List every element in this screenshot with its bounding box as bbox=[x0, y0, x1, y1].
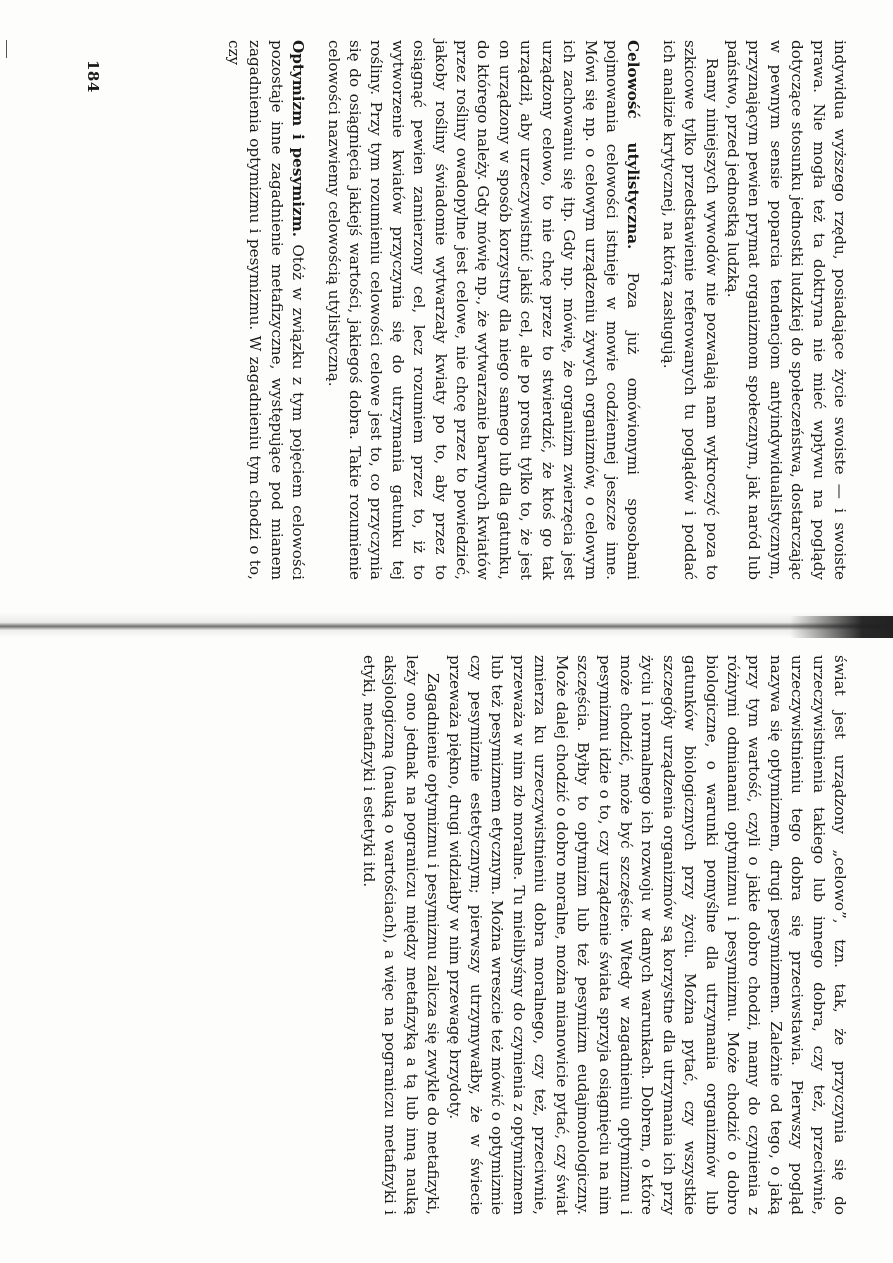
section-heading: Celowość utylistyczna. bbox=[624, 40, 643, 250]
paragraph: Zagadnienie optymizmu i pesymizmu zalicza się zwykle do metafizyki, leży ono jednak na pograniczu między metafizyką a tą lub inną nauką aksjologiczną (nauką o wartościach), a więc na pograniczu metafizyki i etyki, metafizyki i estetyki itd. bbox=[360, 655, 443, 1215]
section-optymizm-i-pesymizm: Optymizm i pesymizm. Otóż w związku z tym pojęciem celowości pozostaje inne zagadnienie metafizyczne, występujące pod mianem zagadnienia optymizmu i pesymizmu. W zagadnieniu tym chodzi o to, czy bbox=[225, 40, 308, 580]
paragraph: Ramy niniejszych wywodów nie pozwalają nam wykroczyć poza to szkicowe tylko przedstawienie referowanych tu poglądów i poddać ich analizie krytycznej, na którą zasługują. bbox=[659, 40, 721, 580]
page-185-text bbox=[358, 655, 850, 1215]
book-fold-shadow bbox=[790, 616, 893, 638]
page-number: 184 bbox=[84, 60, 102, 93]
section-celowosc-utylistyczna: Celowość utylistyczna. Poza już omówionymi sposobami pojmowania celowości istnieje w mowie codziennej jeszcze inne. Mówi się np. o celowym urządzeniu żywych organizmów, o celowym ich zachowaniu się itp. Gdy np. mówię, że organizm zwierzęcia jest urządzony celowo, to nie chcę przez to stwierdzić, że ktoś go tak urządził, aby urzeczywistnić jakiś cel, ale po prostu tylko to, że jest on urządzony w sposób korzystny dla niego samego lub dla gatunku, do którego należy. Gdy mówię np., że wytwarzanie barwnych kwiatów przez rośliny owadopylne jest celowe, nie chcę przez to powiedzieć, jakoby rośliny świadomie wytwarzały kwiaty po to, aby przez to osiągnąć pewien zamierzony cel, lecz rozumiem przez to, iż to wytworzenie kwiatów przyczynia się do utrzymania gatunku tej rośliny. Przy tym rozumieniu celowości celowe jest to, co przyczynia się do osiągnięcia jakiejś wartości, jakiegoś dobra. Takie rozumienie celowości nazwiemy celowością utylistyczną. bbox=[324, 40, 643, 580]
book-fold bbox=[0, 612, 893, 638]
page-184-text bbox=[223, 40, 850, 580]
paragraph: indywidua wyższego rzędu, posiadające życie swoiste — i swoiste prawa. Nie mogła też ta doktryna nie mieć wpływu na poglądy dotyczące stosunku jednostki ludzkiej do społeczeństwa, dostarczając w pewnym sensie poparcia tendencjom antyindywidualistycznym, przyznającym pewien prymat organizmom społecznym, jak naród lub państwo, przed jednostką ludzką. bbox=[723, 40, 849, 580]
paragraph: świat jest urządzony „celowo”, tzn. tak, że przyczynia się do urzeczywistnienia takiego lub innego dobra, czy też, przeciwnie, urzeczywistnieniu tego dobra się przeciwstawia. Pierwszy pogląd nazywa się optymizmem, drugi pesymizmem. Zależnie od tego, o jaką przy tym wartość, czyli o jakie dobro chodzi, mamy do czynienia z różnymi odmianami optymizmu i pesymizmu. Może chodzić o dobro biologiczne, o warunki pomyślne dla utrzymania organizmów lub gatunków biologicznych przy życiu. Można pytać, czy wszystkie szczegóły urządzenia organizmów są korzystne dla utrzymania ich przy życiu i normalnego ich rozwoju w danych warunkach. Dobrem, o które może chodzić, może być szczęście. Wtedy w zagadnieniu optymizmu i pesymizmu idzie o to, czy urządzenie świata sprzyja osiągnięciu na nim szczęścia. Byłby to optymizm lub też pesymizm eudajmonologiczny. Może dalej chodzić o dobro moralne, można mianowicie pytać, czy świat zmierza ku urzeczywistnieniu dobra moralnego, czy też, przeciwnie, przeważa w nim zło moralne. Tu mielibyśmy do czynienia z optymizmem lub też pesymizmem etycznym. Można wreszcie też mówić o optymizmie czy pesymizmie estetycznym; pierwszy utrzymywałby, że w świecie przeważa piękno, drugi widziałby w nim przewagę brzydoty. bbox=[445, 655, 849, 1215]
edge-mark bbox=[6, 40, 7, 58]
page-185 bbox=[70, 655, 850, 1215]
section-heading: Optymizm i pesymizm. bbox=[289, 40, 308, 238]
page-184 bbox=[70, 40, 850, 580]
